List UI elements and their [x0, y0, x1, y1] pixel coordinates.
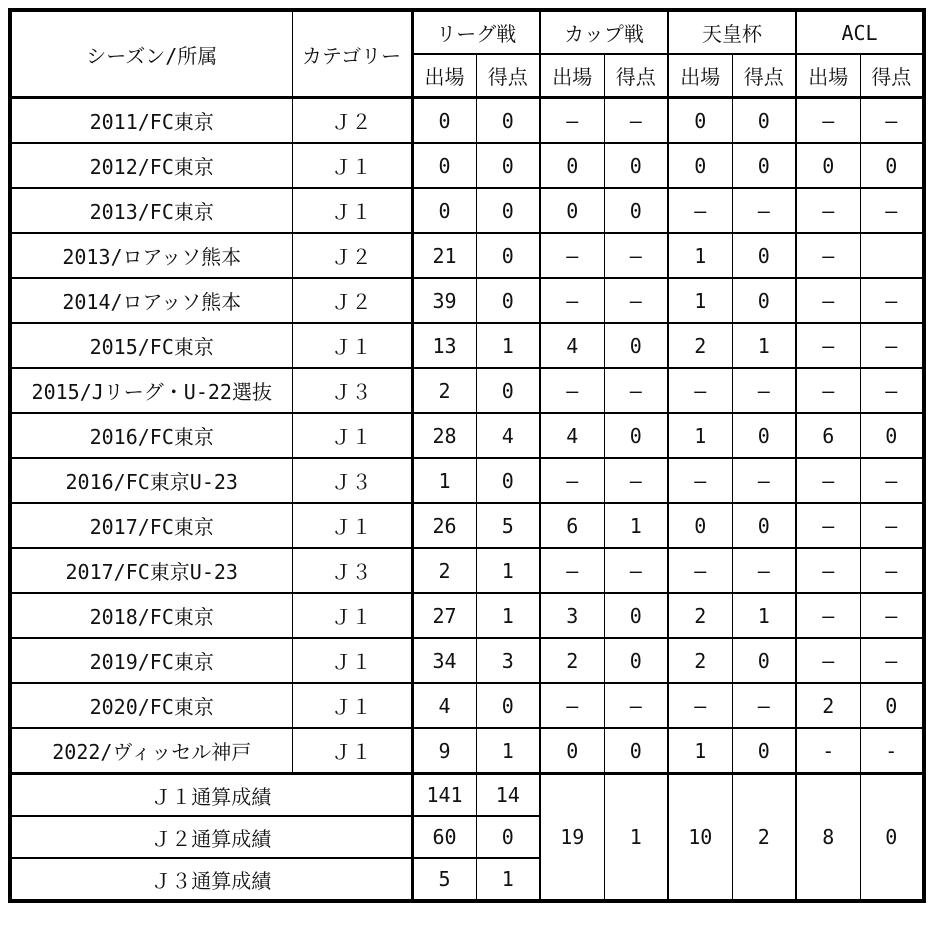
j1-total-appearances: 141	[412, 774, 476, 817]
acl-total-appearances: 8	[796, 774, 860, 902]
stat-cell: 0	[860, 683, 924, 728]
season-row	[10, 278, 924, 323]
stat-cell: -	[796, 728, 860, 774]
stat-cell: 2	[668, 323, 732, 368]
stat-cell: –	[860, 593, 924, 638]
cup-total-goals: 1	[604, 774, 668, 902]
stat-cell: –	[860, 368, 924, 413]
stat-cell: –	[540, 278, 604, 323]
stat-cell: 0	[540, 143, 604, 188]
stat-cell: 0	[860, 413, 924, 458]
stat-cell: 0	[732, 143, 796, 188]
league-goals-header: 得点	[476, 54, 540, 98]
stat-cell: 28	[412, 413, 476, 458]
stat-cell: –	[860, 323, 924, 368]
stat-cell: 6	[540, 503, 604, 548]
season-row	[10, 143, 924, 188]
stat-cell: 5	[476, 503, 540, 548]
stat-cell: 0	[732, 503, 796, 548]
stat-cell: –	[732, 368, 796, 413]
stat-cell: –	[604, 683, 668, 728]
season-club-cell: 2020/FC東京	[10, 683, 292, 728]
category-cell: Ｊ１	[292, 683, 412, 728]
stat-cell	[860, 233, 924, 278]
stat-cell: –	[796, 593, 860, 638]
season-row	[10, 638, 924, 683]
stat-cell: 0	[412, 98, 476, 144]
col-season-header: シーズン/所属	[10, 10, 292, 98]
stat-cell: –	[732, 188, 796, 233]
stat-cell: 4	[540, 323, 604, 368]
season-club-cell: 2017/FC東京	[10, 503, 292, 548]
j3-total-appearances: 5	[412, 858, 476, 901]
season-row	[10, 368, 924, 413]
j1-total-goals: 14	[476, 774, 540, 817]
stat-cell: 1	[476, 548, 540, 593]
stat-cell: –	[732, 458, 796, 503]
season-club-cell: 2015/FC東京	[10, 323, 292, 368]
acl-goals-header: 得点	[860, 54, 924, 98]
stat-cell: –	[860, 503, 924, 548]
stat-cell: –	[668, 548, 732, 593]
stat-cell: 1	[668, 728, 732, 774]
stat-cell: 4	[540, 413, 604, 458]
emperors-cup-total-goals: 2	[732, 774, 796, 902]
category-cell: Ｊ３	[292, 368, 412, 413]
stat-cell: 1	[732, 593, 796, 638]
stat-cell: 0	[860, 143, 924, 188]
group-header-row	[10, 10, 924, 54]
group-acl-header: ACL	[796, 10, 924, 54]
stat-cell: 1	[476, 593, 540, 638]
stat-cell: 0	[604, 413, 668, 458]
season-row	[10, 458, 924, 503]
j1-totals-row	[10, 774, 924, 817]
stat-cell: –	[860, 278, 924, 323]
category-cell: Ｊ２	[292, 233, 412, 278]
season-club-cell: 2017/FC東京U-23	[10, 548, 292, 593]
stat-cell: 0	[796, 143, 860, 188]
stat-cell: 0	[732, 728, 796, 774]
stat-cell: 0	[604, 143, 668, 188]
stat-cell: 0	[476, 278, 540, 323]
category-cell: Ｊ１	[292, 593, 412, 638]
season-club-cell: 2012/FC東京	[10, 143, 292, 188]
season-club-cell: 2014/ロアッソ熊本	[10, 278, 292, 323]
stat-cell: –	[796, 458, 860, 503]
acl-appearances-header: 出場	[796, 54, 860, 98]
j1-totals-label: Ｊ１通算成績	[10, 774, 412, 817]
acl-total-goals: 0	[860, 774, 924, 902]
stat-cell: –	[668, 683, 732, 728]
season-club-cell: 2022/ヴィッセル神戸	[10, 728, 292, 774]
player-stats-table-wrapper	[8, 8, 920, 903]
stat-cell: 26	[412, 503, 476, 548]
category-cell: Ｊ１	[292, 143, 412, 188]
season-club-cell: 2018/FC東京	[10, 593, 292, 638]
category-cell: Ｊ２	[292, 278, 412, 323]
stat-cell: –	[860, 638, 924, 683]
season-club-cell: 2011/FC東京	[10, 98, 292, 144]
stat-cell: 1	[668, 233, 732, 278]
cup-goals-header: 得点	[604, 54, 668, 98]
career-stats-table	[8, 8, 926, 903]
stat-cell: –	[604, 458, 668, 503]
stat-cell: –	[668, 188, 732, 233]
category-cell: Ｊ２	[292, 98, 412, 144]
table-header	[10, 10, 924, 98]
emperors-cup-appearances-header: 出場	[668, 54, 732, 98]
stat-cell: 0	[412, 188, 476, 233]
stat-cell: –	[796, 188, 860, 233]
league-appearances-header: 出場	[412, 54, 476, 98]
season-row	[10, 188, 924, 233]
j2-total-goals: 0	[476, 816, 540, 858]
season-club-cell: 2015/Jリーグ・U-22選抜	[10, 368, 292, 413]
stat-cell: –	[796, 503, 860, 548]
stat-cell: 0	[540, 188, 604, 233]
stat-cell: –	[540, 98, 604, 144]
stat-cell: 0	[668, 503, 732, 548]
stat-cell: –	[540, 683, 604, 728]
stat-cell: 0	[604, 728, 668, 774]
stat-cell: 0	[476, 368, 540, 413]
stat-cell: 3	[476, 638, 540, 683]
stat-cell: 0	[476, 143, 540, 188]
season-club-cell: 2016/FC東京	[10, 413, 292, 458]
stat-cell: 0	[604, 593, 668, 638]
stat-cell: 39	[412, 278, 476, 323]
emperors-cup-total-appearances: 10	[668, 774, 732, 902]
season-club-cell: 2019/FC東京	[10, 638, 292, 683]
season-row	[10, 683, 924, 728]
season-row	[10, 728, 924, 774]
group-league-header: リーグ戦	[412, 10, 540, 54]
season-row	[10, 98, 924, 144]
season-row	[10, 233, 924, 278]
stat-cell: –	[668, 368, 732, 413]
stat-cell: 1	[476, 323, 540, 368]
stat-cell: 0	[476, 233, 540, 278]
stat-cell: 9	[412, 728, 476, 774]
stat-cell: –	[540, 548, 604, 593]
stat-cell: 0	[604, 188, 668, 233]
stat-cell: –	[796, 638, 860, 683]
stat-cell: 1	[732, 323, 796, 368]
category-cell: Ｊ１	[292, 413, 412, 458]
season-club-cell: 2013/ロアッソ熊本	[10, 233, 292, 278]
stat-cell: 0	[476, 458, 540, 503]
stat-cell: –	[796, 368, 860, 413]
category-cell: Ｊ１	[292, 323, 412, 368]
stat-cell: 0	[668, 143, 732, 188]
stat-cell: 2	[412, 368, 476, 413]
j2-totals-label: Ｊ２通算成績	[10, 816, 412, 858]
stat-cell: –	[604, 98, 668, 144]
stat-cell: –	[860, 188, 924, 233]
stat-cell: –	[604, 548, 668, 593]
group-cup-header: カップ戦	[540, 10, 668, 54]
season-row	[10, 413, 924, 458]
category-cell: Ｊ１	[292, 188, 412, 233]
j3-totals-label: Ｊ３通算成績	[10, 858, 412, 901]
stat-cell: 0	[476, 188, 540, 233]
stat-cell: –	[604, 233, 668, 278]
season-row	[10, 323, 924, 368]
stat-cell: –	[796, 323, 860, 368]
stat-cell: 13	[412, 323, 476, 368]
j2-total-appearances: 60	[412, 816, 476, 858]
stat-cell: 0	[732, 413, 796, 458]
stat-cell: 1	[412, 458, 476, 503]
stat-cell: 0	[412, 143, 476, 188]
stat-cell: –	[668, 458, 732, 503]
season-club-cell: 2016/FC東京U-23	[10, 458, 292, 503]
season-row	[10, 593, 924, 638]
stat-cell: 6	[796, 413, 860, 458]
stat-cell: 1	[604, 503, 668, 548]
stat-cell: 1	[668, 278, 732, 323]
stat-cell: 0	[604, 323, 668, 368]
career-totals-section	[10, 774, 924, 902]
stat-cell: 0	[732, 233, 796, 278]
stat-cell: –	[796, 548, 860, 593]
stat-cell: 2	[668, 638, 732, 683]
stat-cell: 27	[412, 593, 476, 638]
stat-cell: –	[540, 458, 604, 503]
season-rows	[10, 98, 924, 774]
category-cell: Ｊ１	[292, 728, 412, 774]
season-row	[10, 503, 924, 548]
category-cell: Ｊ１	[292, 503, 412, 548]
stat-cell: 0	[668, 98, 732, 144]
season-club-cell: 2013/FC東京	[10, 188, 292, 233]
category-cell: Ｊ１	[292, 638, 412, 683]
stat-cell: 0	[732, 638, 796, 683]
stat-cell: –	[796, 233, 860, 278]
stat-cell: –	[540, 233, 604, 278]
emperors-cup-goals-header: 得点	[732, 54, 796, 98]
stat-cell: 0	[604, 638, 668, 683]
stat-cell: 1	[476, 728, 540, 774]
col-category-header: カテゴリー	[292, 10, 412, 98]
stat-cell: 4	[412, 683, 476, 728]
stat-cell: 1	[668, 413, 732, 458]
cup-total-appearances: 19	[540, 774, 604, 902]
j3-total-goals: 1	[476, 858, 540, 901]
stat-cell: –	[604, 278, 668, 323]
cup-appearances-header: 出場	[540, 54, 604, 98]
stat-cell: 2	[540, 638, 604, 683]
group-emperors-cup-header: 天皇杯	[668, 10, 796, 54]
stat-cell: –	[796, 98, 860, 144]
stat-cell: 34	[412, 638, 476, 683]
stat-cell: 21	[412, 233, 476, 278]
stat-cell: 2	[668, 593, 732, 638]
category-cell: Ｊ３	[292, 458, 412, 503]
stat-cell: –	[860, 458, 924, 503]
stat-cell: –	[796, 278, 860, 323]
stat-cell: –	[732, 548, 796, 593]
stat-cell: 3	[540, 593, 604, 638]
stat-cell: –	[540, 368, 604, 413]
stat-cell: –	[732, 683, 796, 728]
stat-cell: 4	[476, 413, 540, 458]
stat-cell: 2	[796, 683, 860, 728]
stat-cell: 0	[540, 728, 604, 774]
stat-cell: 2	[412, 548, 476, 593]
stat-cell: 0	[732, 98, 796, 144]
stat-cell: 0	[476, 683, 540, 728]
stat-cell: -	[860, 728, 924, 774]
stat-cell: 0	[476, 98, 540, 144]
category-cell: Ｊ３	[292, 548, 412, 593]
stat-cell: –	[860, 98, 924, 144]
stat-cell: –	[604, 368, 668, 413]
season-row	[10, 548, 924, 593]
stat-cell: –	[860, 548, 924, 593]
stat-cell: 0	[732, 278, 796, 323]
